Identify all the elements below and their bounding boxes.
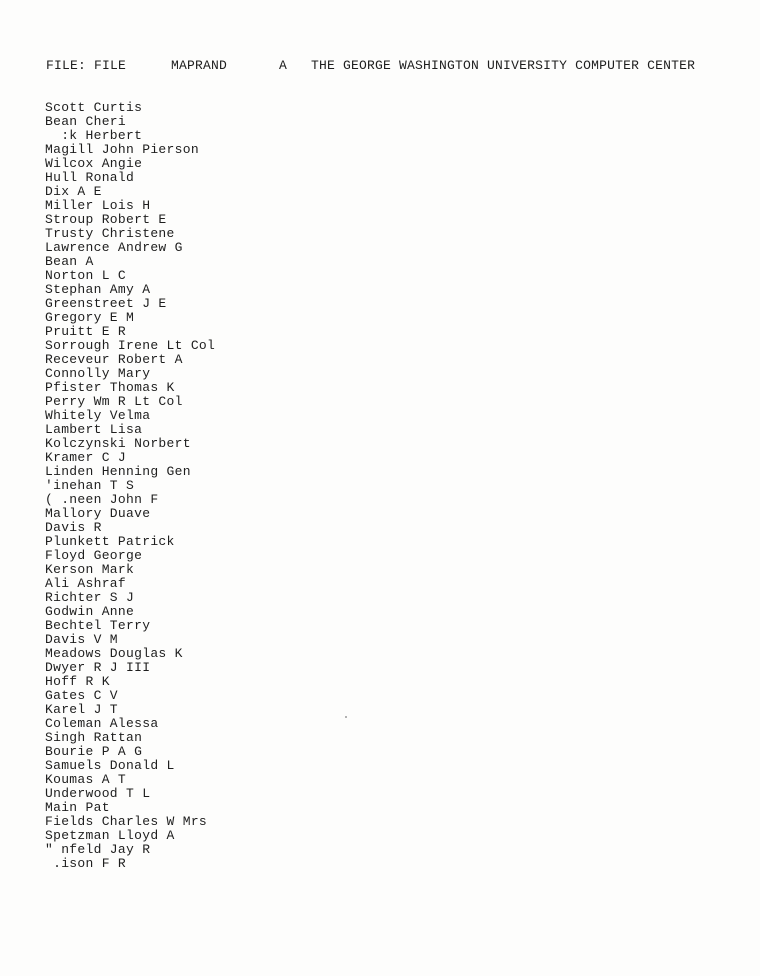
- name-entry: Linden Henning Gen: [45, 464, 191, 479]
- name-entry: Karel J T: [45, 702, 118, 717]
- printout-header: [46, 58, 695, 74]
- name-entry: Pruitt E R: [45, 324, 127, 339]
- name-entry: Bean Cheri: [45, 114, 127, 129]
- name-entry: Stroup Robert E: [45, 212, 167, 227]
- file-code: A: [279, 58, 288, 73]
- name-entry: Davis V M: [45, 632, 118, 647]
- name-entry: Miller Lois H: [45, 198, 151, 213]
- name-entry: Scott Curtis: [45, 100, 143, 115]
- name-entry: Hoff R K: [45, 674, 110, 689]
- name-entry: Dwyer R J III: [45, 660, 151, 675]
- name-entry: Whitely Velma: [45, 408, 151, 423]
- name-entry: Bourie P A G: [45, 744, 143, 759]
- name-entry: Wilcox Angie: [45, 156, 143, 171]
- name-entry: Fields Charles W Mrs: [45, 814, 208, 829]
- name-entry: Dix A E: [45, 184, 102, 199]
- name-entry: Meadows Douglas K: [45, 646, 183, 661]
- paper-speck: [345, 716, 347, 718]
- name-entry: :k Herbert: [45, 128, 143, 143]
- name-entry: Sorrough Irene Lt Col: [45, 338, 216, 353]
- name-list: [45, 101, 215, 871]
- name-entry: Lawrence Andrew G: [45, 240, 183, 255]
- name-entry: Mallory Duave: [45, 506, 151, 521]
- name-entry: Samuels Donald L: [45, 758, 175, 773]
- name-entry: Stephan Amy A: [45, 282, 151, 297]
- name-entry: Richter S J: [45, 590, 135, 605]
- name-entry: Trusty Christene: [45, 226, 175, 241]
- name-entry: Hull Ronald: [45, 170, 135, 185]
- file-name: MAPRAND: [171, 58, 228, 73]
- name-entry: Plunkett Patrick: [45, 534, 175, 549]
- name-entry: Kramer C J: [45, 450, 127, 465]
- name-entry: ( .neen John F: [45, 492, 159, 507]
- name-entry: .ison F R: [45, 856, 127, 871]
- name-entry: Godwin Anne: [45, 604, 135, 619]
- institution-name: THE GEORGE WASHINGTON UNIVERSITY COMPUTER CENTER: [311, 58, 696, 73]
- name-entry: Connolly Mary: [45, 366, 151, 381]
- name-entry: Magill John Pierson: [45, 142, 199, 157]
- name-entry: Ali Ashraf: [45, 576, 127, 591]
- name-entry: Main Pat: [45, 800, 110, 815]
- name-entry: Koumas A T: [45, 772, 127, 787]
- name-entry: Perry Wm R Lt Col: [45, 394, 183, 409]
- name-entry: Kerson Mark: [45, 562, 135, 577]
- name-entry: Floyd George: [45, 548, 143, 563]
- name-entry: Gates C V: [45, 688, 118, 703]
- name-entry: Spetzman Lloyd A: [45, 828, 175, 843]
- name-entry: Underwood T L: [45, 786, 151, 801]
- name-entry: Bean A: [45, 254, 94, 269]
- name-entry: Greenstreet J E: [45, 296, 167, 311]
- name-entry: Gregory E M: [45, 310, 135, 325]
- name-entry: Davis R: [45, 520, 102, 535]
- name-entry: Coleman Alessa: [45, 716, 159, 731]
- name-entry: Norton L C: [45, 268, 127, 283]
- name-entry: Pfister Thomas K: [45, 380, 175, 395]
- name-entry: Kolczynski Norbert: [45, 436, 191, 451]
- file-label: FILE: FILE: [46, 58, 127, 73]
- name-entry: Receveur Robert A: [45, 352, 183, 367]
- name-entry: Lambert Lisa: [45, 422, 143, 437]
- name-entry: Bechtel Terry: [45, 618, 151, 633]
- name-entry: 'inehan T S: [45, 478, 135, 493]
- name-entry: " nfeld Jay R: [45, 842, 151, 857]
- name-entry: Singh Rattan: [45, 730, 143, 745]
